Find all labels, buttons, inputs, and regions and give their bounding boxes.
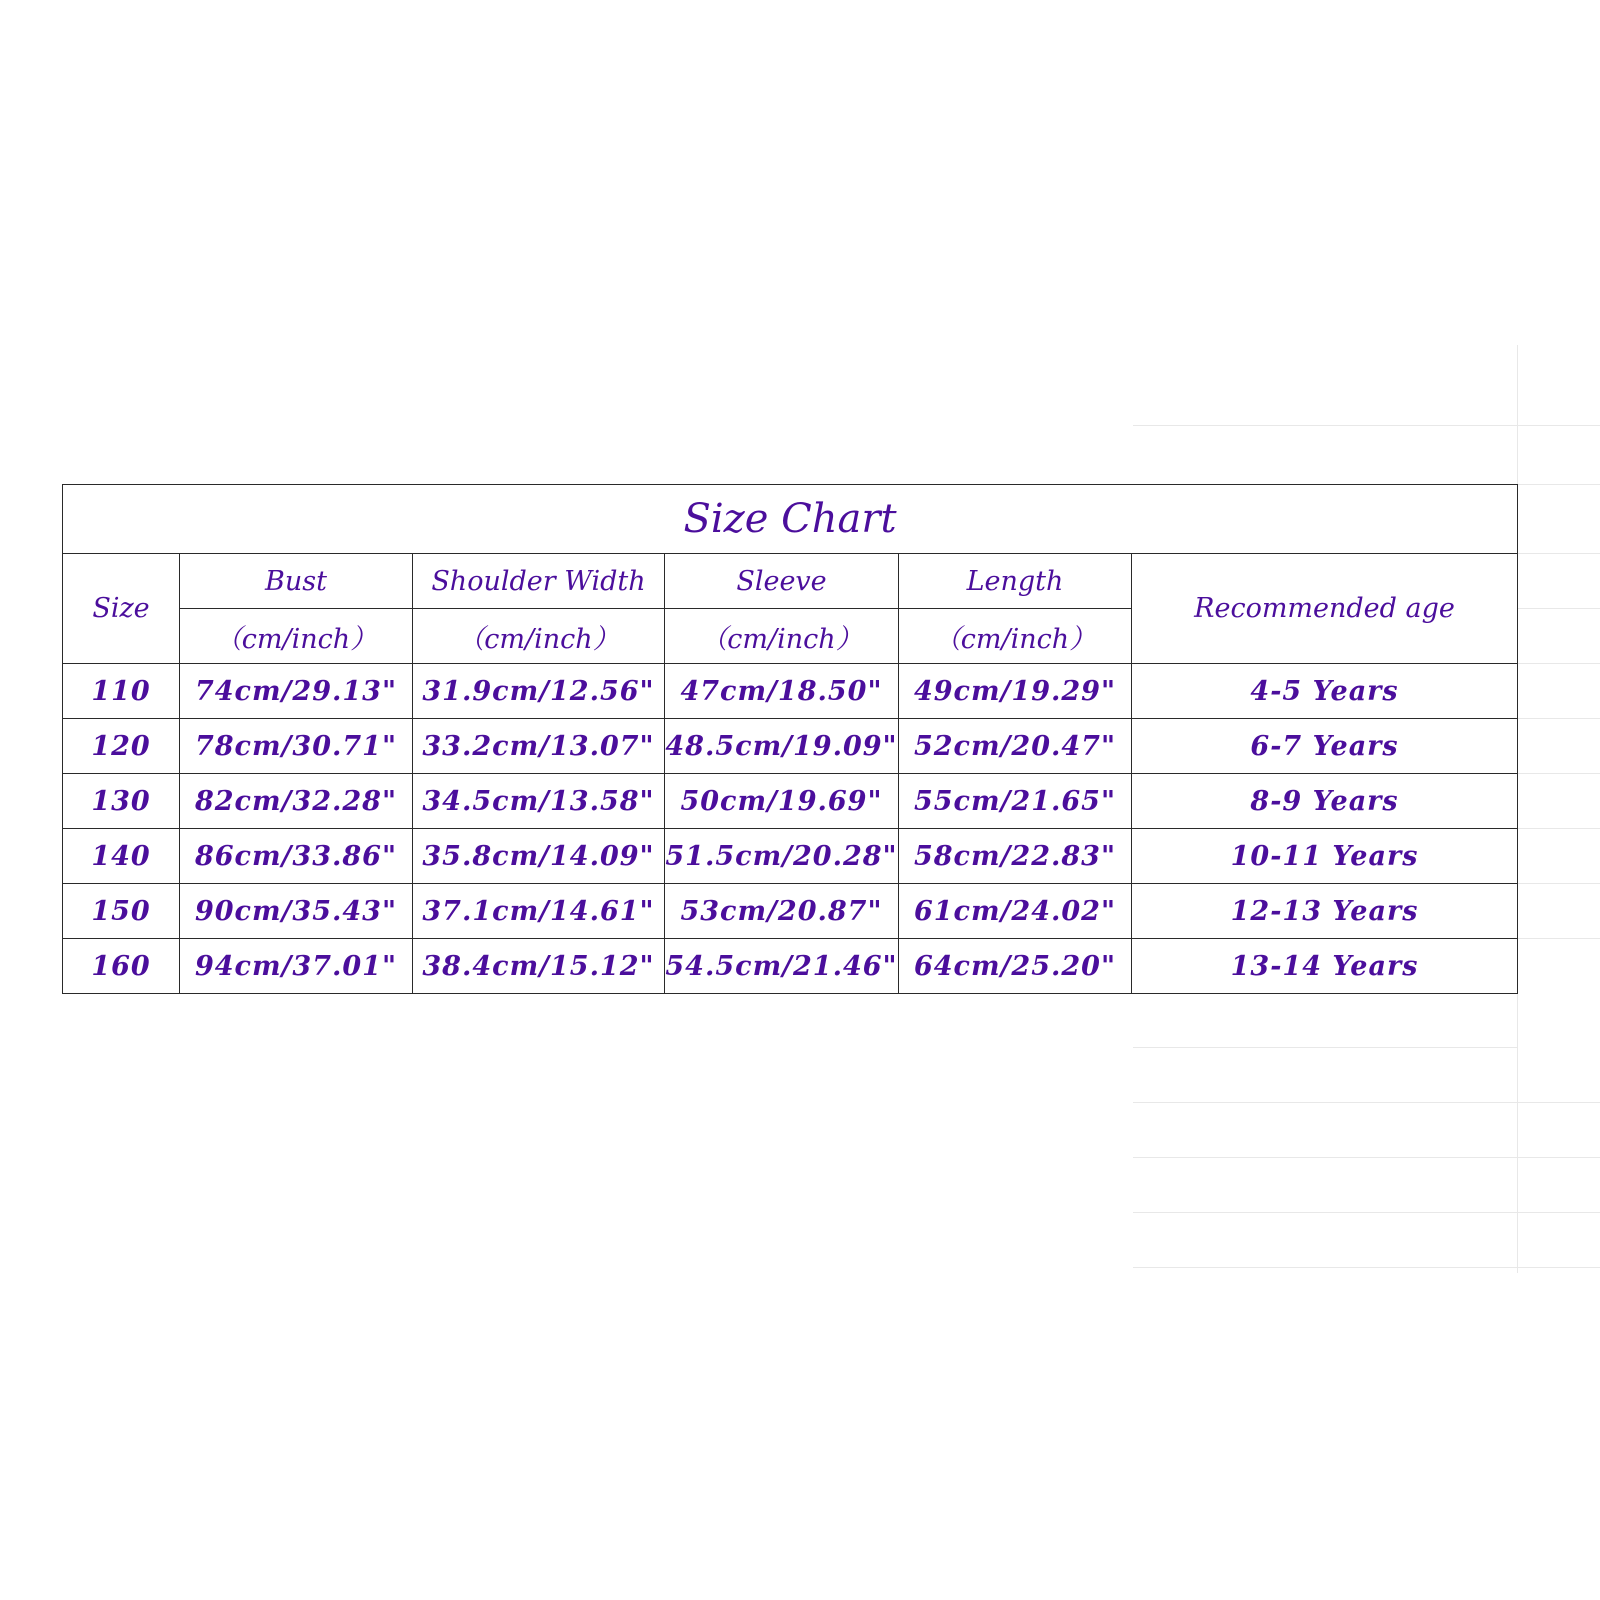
grid-line	[1517, 663, 1600, 664]
grid-line	[1517, 484, 1600, 485]
grid-line	[1517, 608, 1600, 609]
cell-bust: 86cm/33.86"	[180, 829, 413, 884]
cell-age: 8-9 Years	[1132, 774, 1518, 829]
header-length: Length	[899, 554, 1132, 609]
cell-age: 6-7 Years	[1132, 719, 1518, 774]
cell-sleeve: 47cm/18.50"	[665, 664, 899, 719]
table-row	[63, 719, 1518, 774]
cell-bust: 90cm/35.43"	[180, 884, 413, 939]
cell-sleeve: 48.5cm/19.09"	[665, 719, 899, 774]
unit-label: （cm/inch）	[180, 609, 413, 664]
header-recommended-age: Recommended age	[1132, 554, 1518, 664]
cell-shoulder: 33.2cm/13.07"	[413, 719, 665, 774]
grid-line	[1517, 828, 1600, 829]
cell-size: 130	[63, 774, 180, 829]
cell-size: 110	[63, 664, 180, 719]
unit-label: （cm/inch）	[413, 609, 665, 664]
cell-bust: 94cm/37.01"	[180, 939, 413, 994]
cell-sleeve: 51.5cm/20.28"	[665, 829, 899, 884]
cell-sleeve: 54.5cm/21.46"	[665, 939, 899, 994]
cell-shoulder: 37.1cm/14.61"	[413, 884, 665, 939]
chart-title: Size Chart	[63, 485, 1518, 554]
cell-age: 13-14 Years	[1132, 939, 1518, 994]
cell-sleeve: 50cm/19.69"	[665, 774, 899, 829]
header-size: Size	[63, 554, 180, 664]
unit-label: （cm/inch）	[899, 609, 1132, 664]
cell-size: 140	[63, 829, 180, 884]
grid-line	[1133, 1157, 1600, 1158]
cell-bust: 82cm/32.28"	[180, 774, 413, 829]
cell-size: 150	[63, 884, 180, 939]
cell-shoulder: 31.9cm/12.56"	[413, 664, 665, 719]
grid-line	[1517, 718, 1600, 719]
size-chart-table	[62, 484, 1518, 994]
grid-line	[1517, 883, 1600, 884]
cell-length: 49cm/19.29"	[899, 664, 1132, 719]
cell-shoulder: 35.8cm/14.09"	[413, 829, 665, 884]
cell-length: 55cm/21.65"	[899, 774, 1132, 829]
header-sleeve: Sleeve	[665, 554, 899, 609]
cell-shoulder: 38.4cm/15.12"	[413, 939, 665, 994]
grid-line	[1517, 938, 1600, 939]
table-row	[63, 664, 1518, 719]
grid-line	[1517, 773, 1600, 774]
grid-line	[1133, 425, 1600, 426]
cell-bust: 78cm/30.71"	[180, 719, 413, 774]
table-row	[63, 884, 1518, 939]
cell-length: 52cm/20.47"	[899, 719, 1132, 774]
cell-length: 64cm/25.20"	[899, 939, 1132, 994]
cell-shoulder: 34.5cm/13.58"	[413, 774, 665, 829]
cell-size: 120	[63, 719, 180, 774]
cell-age: 12-13 Years	[1132, 884, 1518, 939]
cell-length: 61cm/24.02"	[899, 884, 1132, 939]
cell-age: 10-11 Years	[1132, 829, 1518, 884]
cell-length: 58cm/22.83"	[899, 829, 1132, 884]
cell-sleeve: 53cm/20.87"	[665, 884, 899, 939]
header-bust: Bust	[180, 554, 413, 609]
cell-bust: 74cm/29.13"	[180, 664, 413, 719]
grid-line	[1133, 1102, 1600, 1103]
table-row	[63, 829, 1518, 884]
grid-line	[1133, 1047, 1517, 1048]
unit-label: （cm/inch）	[665, 609, 899, 664]
cell-size: 160	[63, 939, 180, 994]
header-shoulder-width: Shoulder Width	[413, 554, 665, 609]
grid-line	[1133, 1212, 1600, 1213]
grid-line	[1517, 553, 1600, 554]
grid-line	[1133, 1267, 1600, 1268]
table-row	[63, 774, 1518, 829]
cell-age: 4-5 Years	[1132, 664, 1518, 719]
table-row	[63, 939, 1518, 994]
